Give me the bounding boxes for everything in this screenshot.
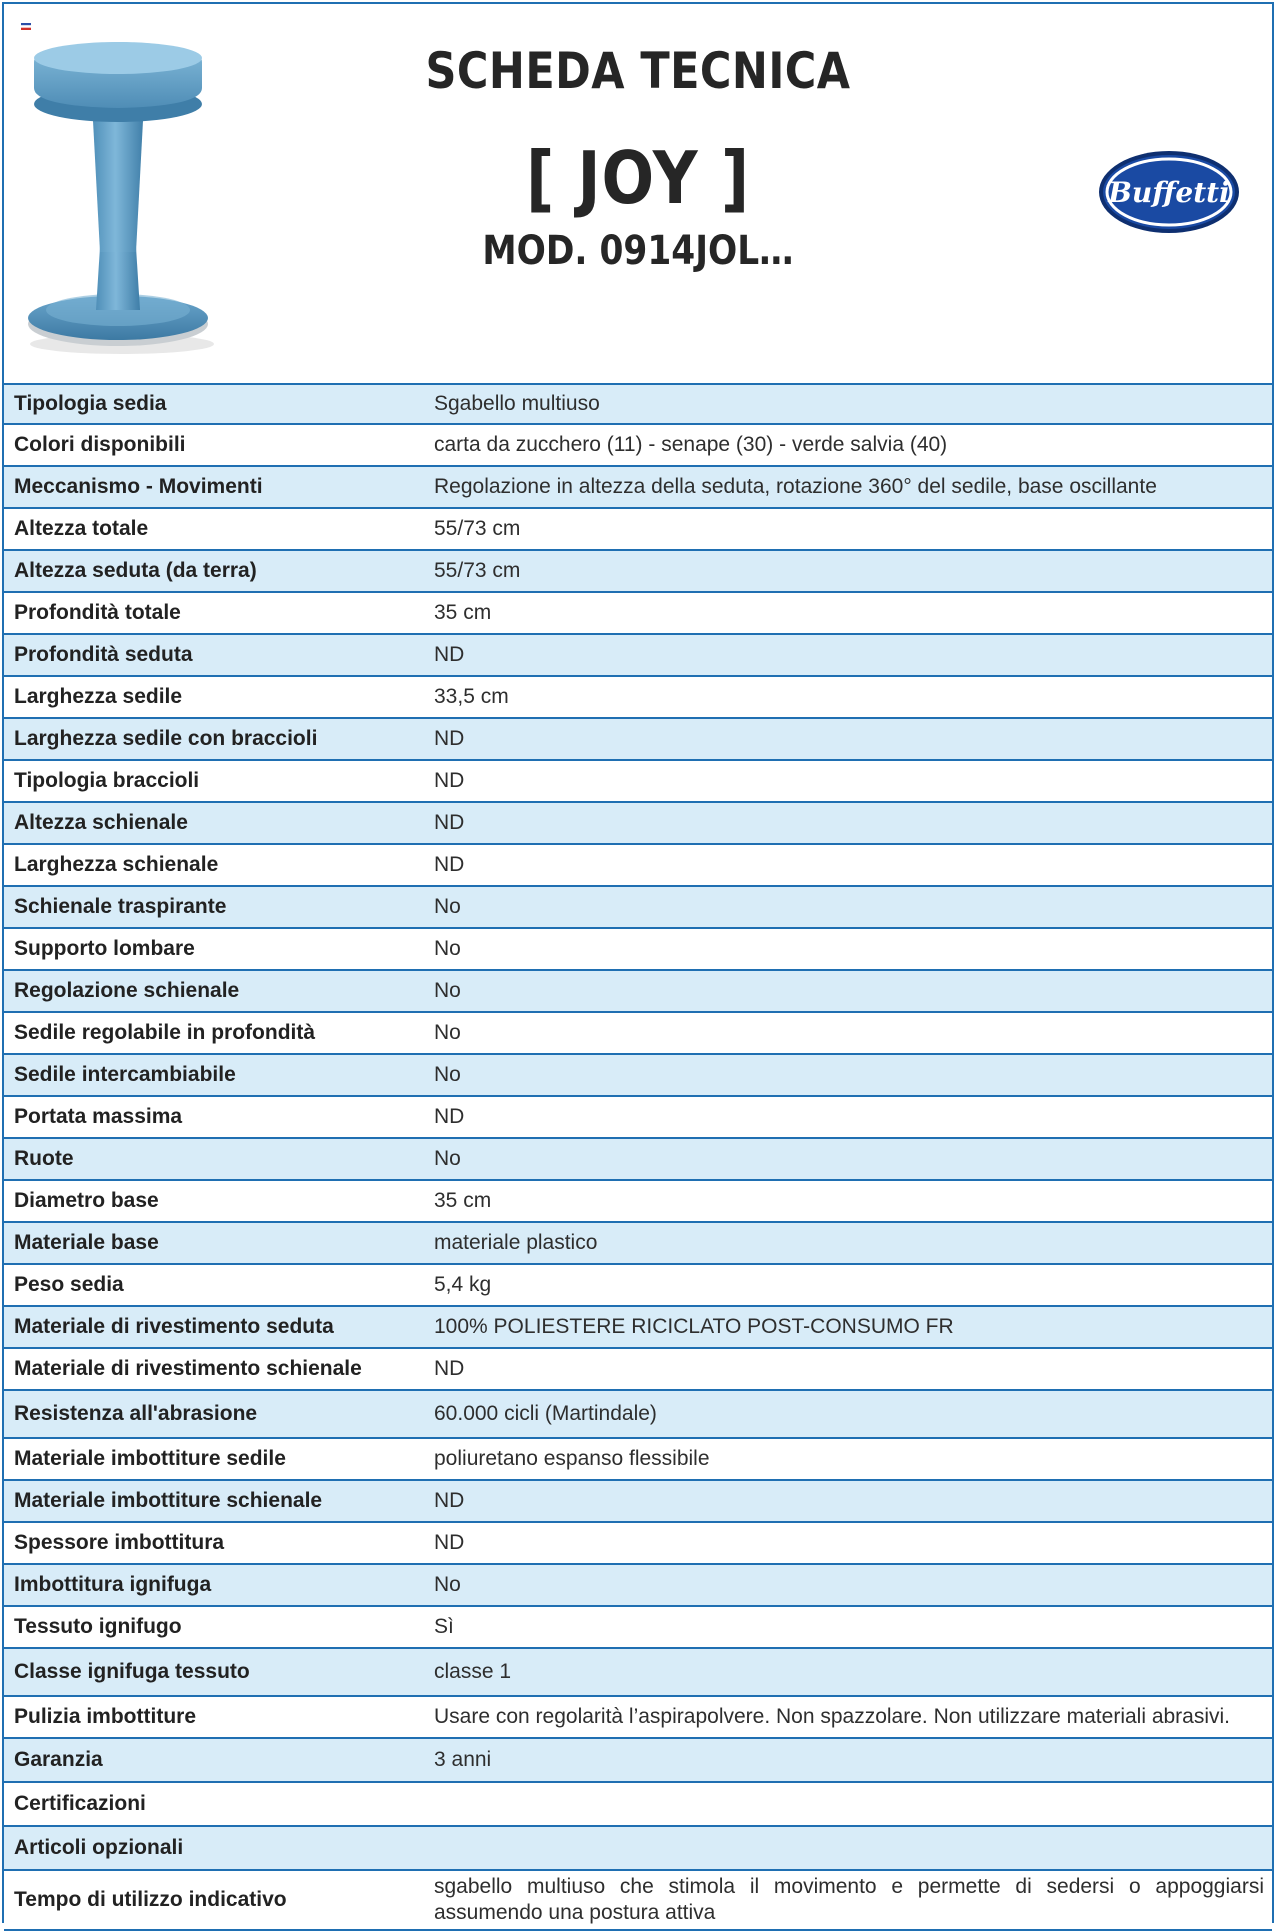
spec-value: ND bbox=[434, 643, 465, 666]
spec-value: No bbox=[434, 1147, 461, 1170]
spec-row bbox=[4, 467, 1272, 509]
spec-value: ND bbox=[434, 1357, 465, 1380]
spec-row bbox=[4, 1697, 1272, 1739]
spec-row bbox=[4, 383, 1272, 425]
spec-value: No bbox=[434, 1573, 461, 1596]
spec-value: ND bbox=[434, 811, 465, 834]
spec-label: Tipologia braccioli bbox=[14, 769, 200, 792]
spec-label: Certificazioni bbox=[14, 1792, 146, 1815]
spec-row bbox=[4, 593, 1272, 635]
model-code: MOD. 0914JOL… bbox=[482, 228, 794, 274]
spec-label: Diametro base bbox=[14, 1189, 159, 1212]
spec-row bbox=[4, 1139, 1272, 1181]
spec-label: Materiale imbottiture schienale bbox=[14, 1489, 323, 1512]
spec-row bbox=[4, 1783, 1272, 1827]
spec-label: Ruote bbox=[14, 1147, 74, 1170]
spec-label: Sedile regolabile in profondità bbox=[14, 1021, 316, 1044]
spec-value: 3 anni bbox=[434, 1748, 492, 1771]
spec-sheet bbox=[2, 2, 1274, 1923]
spec-label: Meccanismo - Movimenti bbox=[14, 475, 263, 498]
spec-label: Materiale di rivestimento schienale bbox=[14, 1357, 362, 1380]
spec-value: 35 cm bbox=[434, 601, 492, 624]
spec-value: Sgabello multiuso bbox=[434, 392, 600, 415]
spec-row bbox=[4, 1055, 1272, 1097]
spec-value: 60.000 cicli (Martindale) bbox=[434, 1402, 657, 1425]
spec-row bbox=[4, 425, 1272, 467]
product-name: [ JOY ] bbox=[525, 136, 751, 220]
spec-value: ND bbox=[434, 1489, 465, 1512]
spec-row bbox=[4, 1097, 1272, 1139]
spec-label: Materiale base bbox=[14, 1231, 159, 1254]
spec-label: Profondità seduta bbox=[14, 643, 193, 666]
spec-row bbox=[4, 761, 1272, 803]
flag-icon bbox=[21, 23, 31, 30]
spec-label: Altezza seduta (da terra) bbox=[14, 559, 257, 582]
spec-value: poliuretano espanso flessibile bbox=[434, 1447, 710, 1470]
sheet-title: SCHEDA TECNICA bbox=[425, 42, 851, 100]
spec-label: Larghezza schienale bbox=[14, 853, 219, 876]
spec-label: Colori disponibili bbox=[14, 433, 186, 456]
spec-row bbox=[4, 1481, 1272, 1523]
spec-label: Spessore imbottitura bbox=[14, 1531, 225, 1554]
spec-value: 5,4 kg bbox=[434, 1273, 492, 1296]
spec-row bbox=[4, 509, 1272, 551]
spec-row bbox=[4, 887, 1272, 929]
spec-value: ND bbox=[434, 727, 465, 750]
spec-value: materiale plastico bbox=[434, 1231, 598, 1254]
spec-row bbox=[4, 929, 1272, 971]
svg-text:Buffetti: Buffetti bbox=[1108, 176, 1230, 209]
spec-value: Usare con regolarità l’aspirapolvere. Non spazzolare. Non utilizzare materiali abrasivi. bbox=[434, 1705, 1231, 1728]
spec-row bbox=[4, 803, 1272, 845]
spec-value: No bbox=[434, 1021, 461, 1044]
spec-row bbox=[4, 551, 1272, 593]
spec-value: 55/73 cm bbox=[434, 559, 521, 582]
spec-value: Regolazione in altezza della seduta, rotazione 360° del sedile, base oscillante bbox=[434, 475, 1157, 498]
spec-table bbox=[4, 383, 1272, 1931]
spec-label: Peso sedia bbox=[14, 1273, 124, 1296]
spec-value: 35 cm bbox=[434, 1189, 492, 1212]
spec-label: Imbottitura ignifuga bbox=[14, 1573, 212, 1596]
spec-value: Sì bbox=[434, 1615, 454, 1638]
spec-row bbox=[4, 677, 1272, 719]
spec-label: Larghezza sedile con braccioli bbox=[14, 727, 318, 750]
spec-label: Tipologia sedia bbox=[14, 392, 167, 415]
spec-label: Classe ignifuga tessuto bbox=[14, 1660, 250, 1683]
spec-value: No bbox=[434, 895, 461, 918]
spec-label: Schienale traspirante bbox=[14, 895, 227, 918]
spec-row bbox=[4, 719, 1272, 761]
spec-value: 33,5 cm bbox=[434, 685, 509, 708]
spec-row bbox=[4, 1223, 1272, 1265]
spec-label: Regolazione schienale bbox=[14, 979, 240, 1002]
spec-label: Materiale di rivestimento seduta bbox=[14, 1315, 334, 1338]
spec-label: Altezza totale bbox=[14, 517, 149, 540]
spec-label: Garanzia bbox=[14, 1748, 103, 1771]
spec-label: Resistenza all'abrasione bbox=[14, 1402, 258, 1425]
buffetti-logo bbox=[1098, 150, 1240, 234]
spec-label: Tessuto ignifugo bbox=[14, 1615, 182, 1638]
spec-value: 100% POLIESTERE RICICLATO POST-CONSUMO FR bbox=[434, 1315, 954, 1338]
header bbox=[4, 4, 1272, 382]
spec-label: Sedile intercambiabile bbox=[14, 1063, 236, 1086]
spec-row bbox=[4, 635, 1272, 677]
spec-row bbox=[4, 1307, 1272, 1349]
spec-row bbox=[4, 1349, 1272, 1391]
spec-value: carta da zucchero (11) - senape (30) - verde salvia (40) bbox=[434, 433, 948, 456]
spec-row bbox=[4, 1439, 1272, 1481]
spec-label: Profondità totale bbox=[14, 601, 181, 624]
spec-label: Larghezza sedile bbox=[14, 685, 183, 708]
spec-row bbox=[4, 1871, 1272, 1931]
spec-label: Supporto lombare bbox=[14, 937, 195, 960]
spec-row bbox=[4, 1649, 1272, 1697]
spec-row bbox=[4, 1391, 1272, 1439]
spec-label: Pulizia imbottiture bbox=[14, 1705, 197, 1728]
spec-value: ND bbox=[434, 1531, 465, 1554]
spec-row bbox=[4, 1523, 1272, 1565]
spec-value: No bbox=[434, 937, 461, 960]
spec-value: ND bbox=[434, 853, 465, 876]
spec-row bbox=[4, 1565, 1272, 1607]
spec-row bbox=[4, 971, 1272, 1013]
spec-label: Portata massima bbox=[14, 1105, 183, 1128]
spec-row bbox=[4, 1607, 1272, 1649]
spec-label: Altezza schienale bbox=[14, 811, 188, 834]
spec-value: 55/73 cm bbox=[434, 517, 521, 540]
spec-value: No bbox=[434, 979, 461, 1002]
spec-row bbox=[4, 1181, 1272, 1223]
spec-value: No bbox=[434, 1063, 461, 1086]
spec-value: classe 1 bbox=[434, 1660, 512, 1683]
spec-label: Tempo di utilizzo indicativo bbox=[14, 1888, 287, 1911]
spec-row bbox=[4, 1265, 1272, 1307]
spec-value: sgabello multiuso che stimola il movimento e permette di sedersi o appoggiarsi assumendo una postura attiva bbox=[434, 1875, 1264, 1924]
spec-label: Articoli opzionali bbox=[14, 1836, 184, 1859]
spec-value: ND bbox=[434, 769, 465, 792]
spec-label: Materiale imbottiture sedile bbox=[14, 1447, 286, 1470]
spec-row bbox=[4, 1739, 1272, 1783]
spec-row bbox=[4, 1827, 1272, 1871]
spec-row bbox=[4, 845, 1272, 887]
spec-value: ND bbox=[434, 1105, 465, 1128]
spec-row bbox=[4, 1013, 1272, 1055]
